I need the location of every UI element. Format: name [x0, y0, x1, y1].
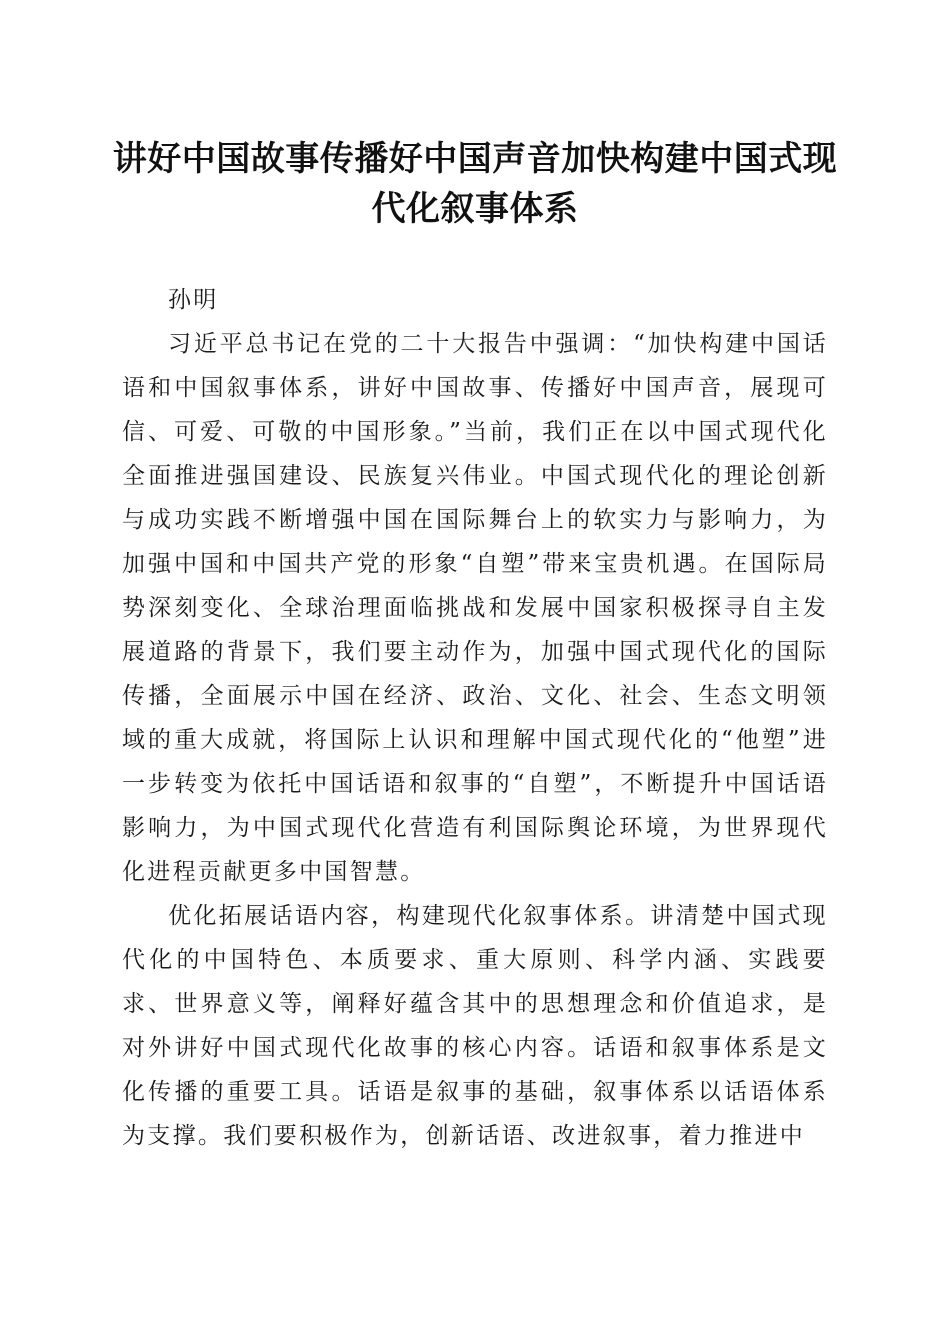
paragraph: 优化拓展话语内容，构建现代化叙事体系。讲清楚中国式现代化的中国特色、本质要求、重大原则、科学内涵、实践要求、世界意义等，阐释好蕴含其中的思想理念和价值追求，是对外讲好中国式现代化故事的核心内容。话语和叙事体系是文化传播的重要工具。话语是叙事的基础，叙事体系以话语体系为支撑。我们要积极作为，创新话语、改进叙事，着力推进中 — [122, 903, 828, 1149]
document-body — [122, 278, 828, 1158]
author-name: 孙明 — [168, 287, 219, 313]
paragraph: 习近平总书记在党的二十大报告中强调：“加快构建中国话语和中国叙事体系，讲好中国故事、传播好中国声音，展现可信、可爱、可敬的中国形象。”当前，我们正在以中国式现代化全面推进强国建设、民族复兴伟业。中国式现代化的理论创新与成功实践不断增强中国在国际舞台上的软实力与影响力，为加强中国和中国共产党的形象“自塑”带来宝贵机遇。在国际局势深刻变化、全球治理面临挑战和发展中国家积极探寻自主发展道路的背景下，我们要主动作为，加强中国式现代化的国际传播，全面展示中国在经济、政治、文化、社会、生态文明领域的重大成就，将国际上认识和理解中国式现代化的“他塑”进一步转变为依托中国话语和叙事的“自塑”，不断提升中国话语影响力，为中国式现代化营造有利国际舆论环境，为世界现代化进程贡献更多中国智慧。 — [122, 331, 828, 885]
document-title: 讲好中国故事传播好中国声音加快构建中国式现代化叙事体系 — [112, 139, 838, 229]
